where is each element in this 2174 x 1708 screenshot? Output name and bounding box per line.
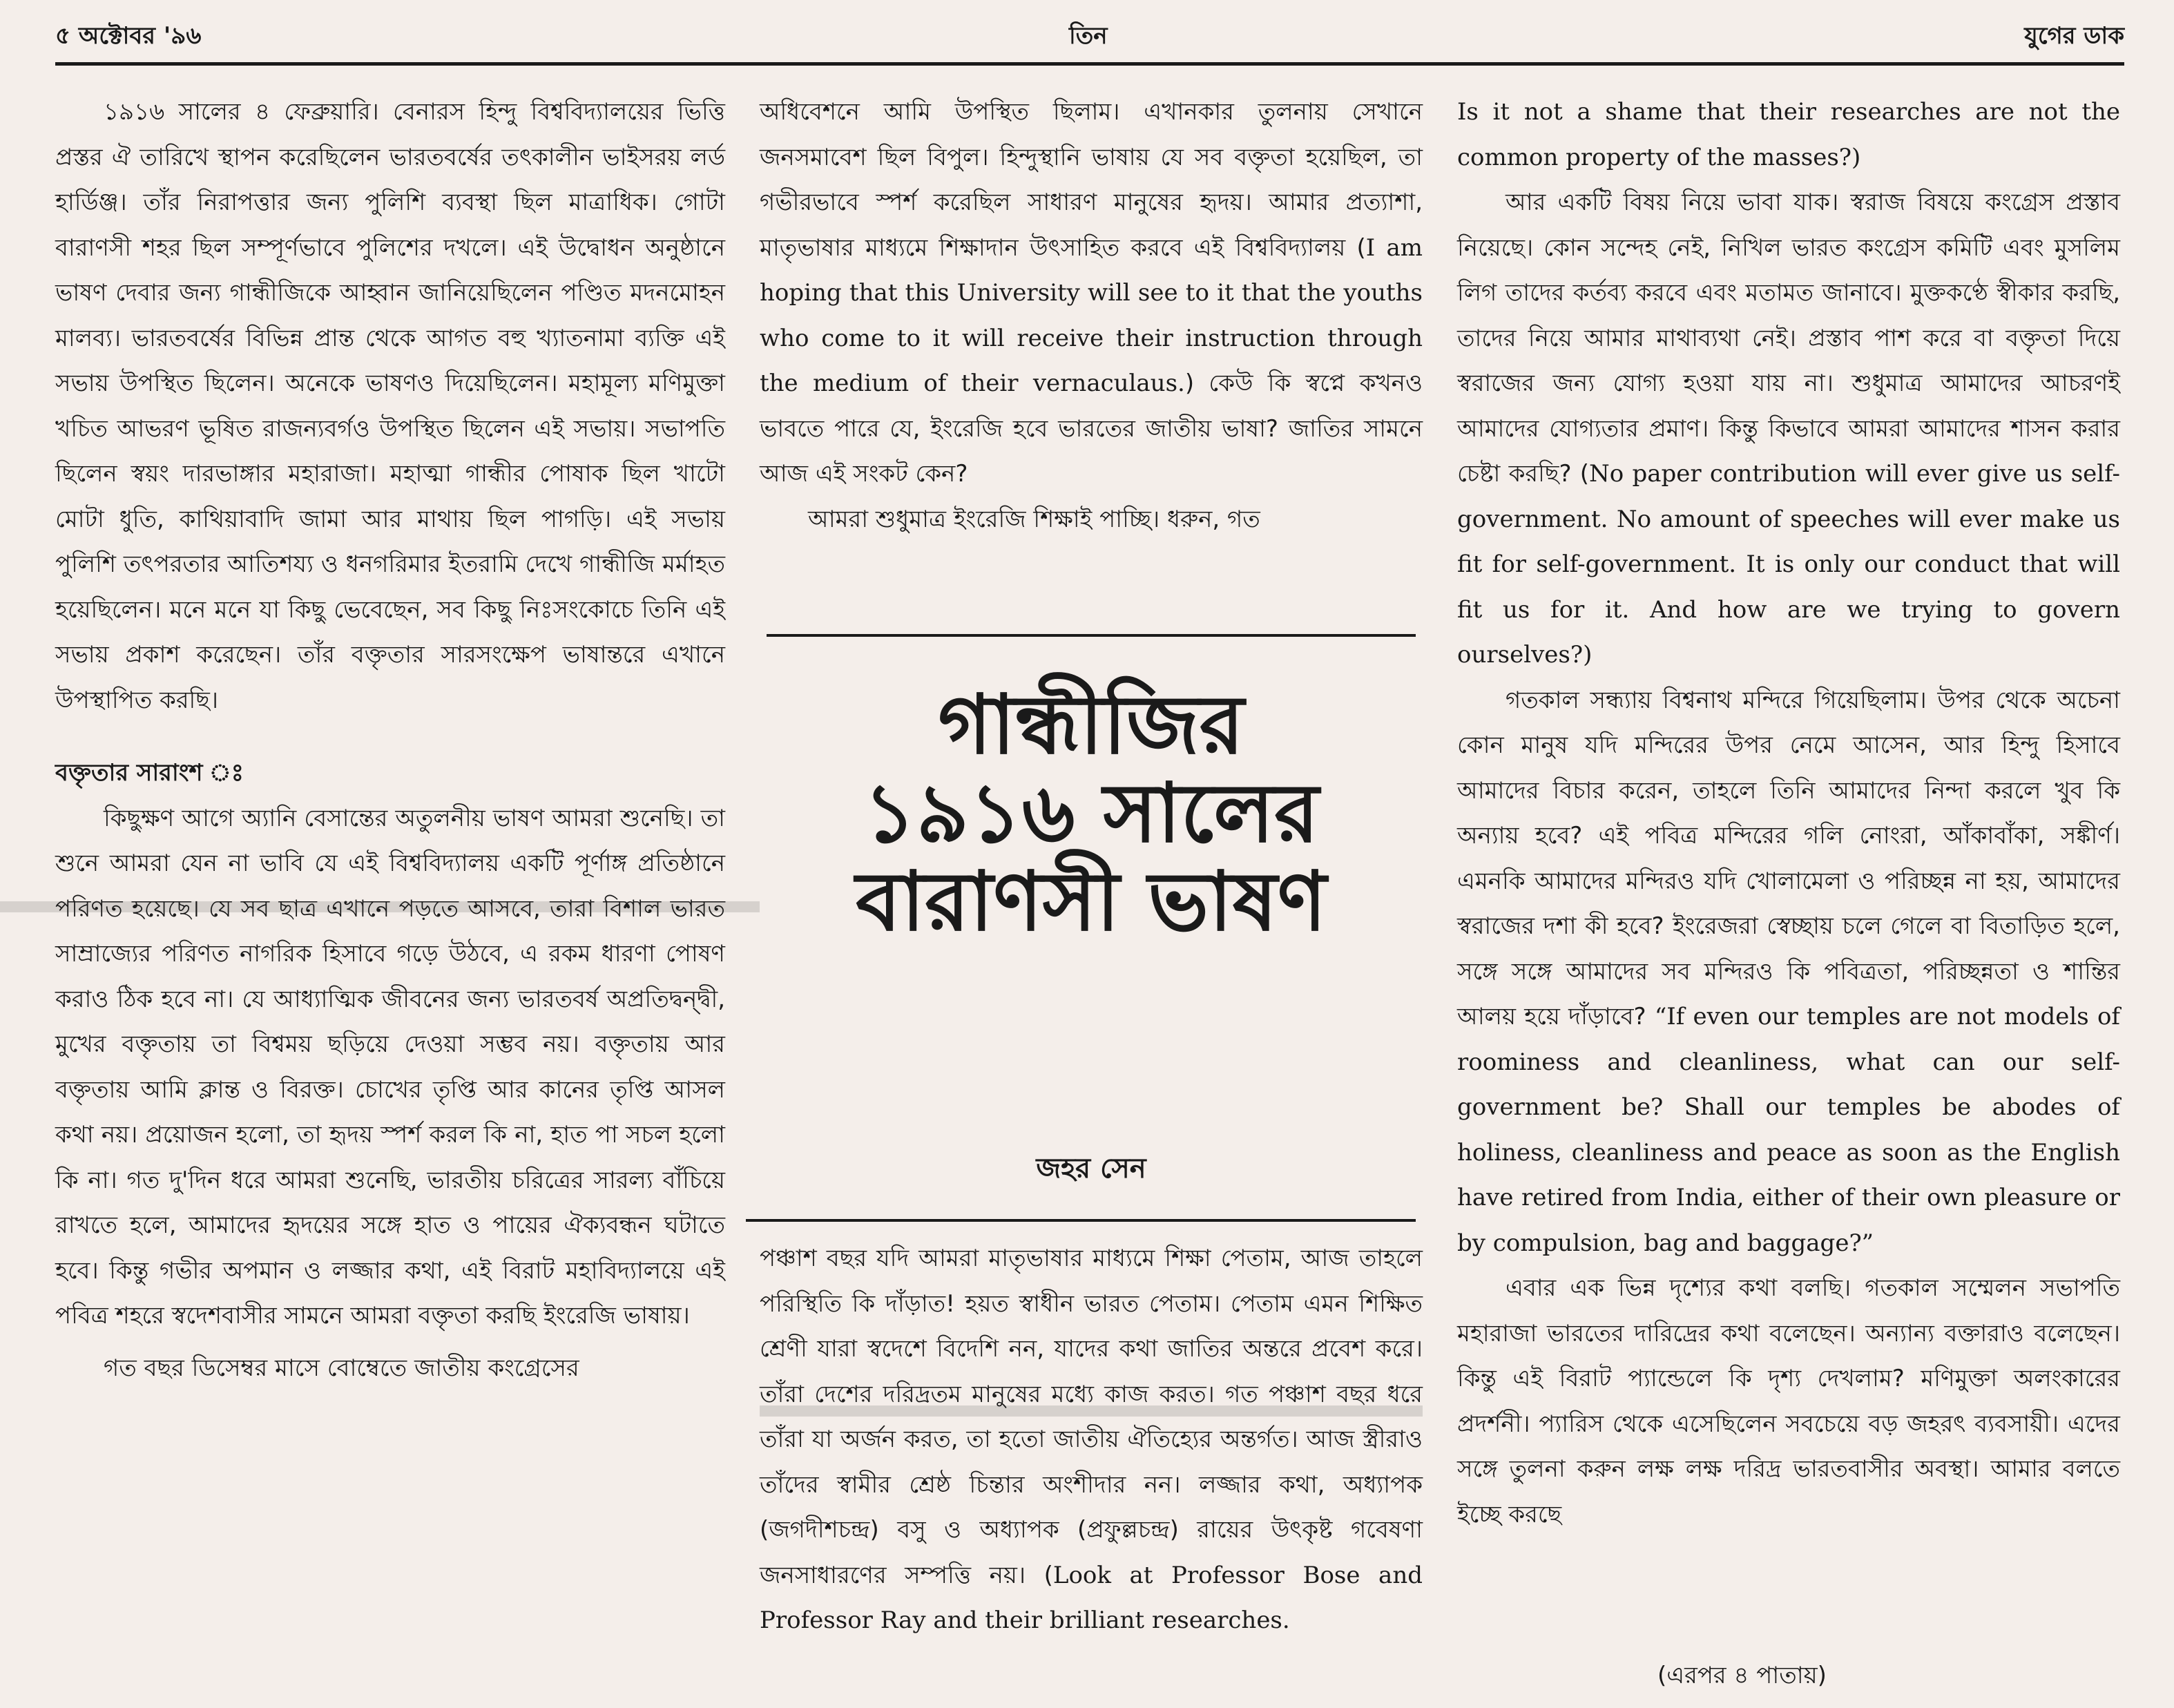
bengali-text: পঞ্চাশ বছর যদি আমরা মাতৃভাষার মাধ্যমে শিক্ষা পেতাম, আজ তাহলে পরিস্থিতি কি দাঁড়াত! হয়ত স্বাধীন ভারত পেতাম। পেতাম এমন শিক্ষিত শ্রেণী যারা স্বদেশে বিদেশি নন, যাদের কথা জাতির অন্তরে প্রবেশ করে। তাঁরা দেশের দরিদ্রতম মানুষের মধ্যে কাজ করত। গত পঞ্চাশ বছর ধরে তাঁরা যা অর্জন করত, তা হতো জাতীয় ঐতিহ্যের অন্তর্গত। আজ স্ত্রীরাও তাঁদের স্বামীর শ্রেষ্ঠ চিন্তার অংশীদার নন। লজ্জার কথা, অধ্যাপক (জগদীশচন্দ্র) বসু ও অধ্যাপক (প্রফুল্লচন্দ্র) রায়ের উৎকৃষ্ট গবেষণা জনসাধারণের সম্পত্তি নয়। ( bbox=[760, 1245, 1423, 1589]
bengali-text: আর একটি বিষয় নিয়ে ভাবা যাক। স্বরাজ বিষয়ে কংগ্রেস প্রস্তাব নিয়েছে। কোন সন্দেহ নেই, নিখিল ভারত কংগ্রেস কমিটি এবং মুসলিম লিগ তাদের কর্তব্য করবে এবং মতামত জানাবে। মুক্তকণ্ঠে স্বীকার করছি, তাদের নিয়ে আমার মাথাব্যথা নেই। প্রস্তাব পাশ করে বা বক্তৃতা দিয়ে স্বরাজের জন্য যোগ্য হওয়া যায় না। শুধুমাত্র আমাদের আচরণই আমাদের যোগ্যতার প্রমাণ। কিন্তু কিভাবে আমরা আমাদের শাসন করার চেষ্টা করছি? ( bbox=[1457, 189, 2120, 488]
divider-rule bbox=[767, 634, 1416, 637]
continued-note: (এরপর ৪ পাতায়) bbox=[1657, 1662, 1827, 1689]
newspaper-name: যুগের ডাক bbox=[2024, 22, 2124, 50]
speech-paragraph bbox=[1457, 180, 2120, 678]
headline-line: গান্ধীজির bbox=[938, 677, 1244, 772]
speech-paragraph bbox=[760, 90, 1423, 497]
bengali-text: অধিবেশনে আমি উপস্থিত ছিলাম। এখানকার তুলনায় সেখানে জনসমাবেশ ছিল বিপুল। হিন্দুস্থানি ভাষায় যে সব বক্তৃতা হয়েছিল, তা গভীরভাবে স্পর্শ করেছিল সাধারণ মানুষের হৃদয়। আমার প্রত্যাশা, মাতৃভাষার মাধ্যমে শিক্ষাদান উৎসাহিত করবে এই বিশ্ববিদ্যালয় ( bbox=[760, 98, 1423, 262]
english-quote: “If even our temples are not models of roominess and cleanliness, what can our self-government be? Shall our temples be abodes of holiness, cleanliness and peace as soon as the English have retired from India, either of their own pleasure or by compulsion, bag and baggage?” bbox=[1457, 1003, 2121, 1257]
english-quote: No paper contribution will ever give us self-government. No amount of speeches will ever make us fit for self-government. It is only our conduct that will fit us for it. And how are we trying to govern ourselves?) bbox=[1457, 460, 2120, 669]
column-2-bottom bbox=[760, 1236, 1423, 1644]
column-1 bbox=[55, 90, 725, 1391]
english-quote: I am hoping that this University will see to it that the youths who come to it will receive their instruction through the medium of their vernaculaus. bbox=[760, 233, 1423, 397]
byline: জহর সেন bbox=[1036, 1153, 1146, 1184]
bengali-text: গতকাল সন্ধ্যায় বিশ্বনাথ মন্দিরে গিয়েছিলাম। উপর থেকে অচেনা কোন মানুষ যদি মন্দিরের উপর নেমে আসেন, আর হিন্দু হিসাবে আমাদের বিচার করেন, তাহলে তিনি আমাদের নিন্দা করলে খুব কি অন্যায় হবে? এই পবিত্র মন্দিরের গলি নোংরা, আঁকাবাঁকা, সঙ্কীর্ণ। এমনকি আমাদের মন্দিরও যদি খোলামেলা ও পরিচ্ছন্ন না হয়, আমাদের স্বরাজের দশা কী হবে? ইংরেজরা স্বেচ্ছায় চলে গেলে বা বিতাড়িত হলে, সঙ্গে সঙ্গে আমাদের সব মন্দিরও কি পবিত্রতা, পরিচ্ছন্নতা ও শান্তির আলয় হয়ে দাঁড়াবে? bbox=[1457, 686, 2120, 1030]
divider-rule bbox=[746, 1219, 1416, 1222]
speech-paragraph: এবার এক ভিন্ন দৃশ্যের কথা বলছি। গতকাল সম্মেলন সভাপতি মহারাজা ভারতের দারিদ্রের কথা বলেছেন। অন্যান্য বক্তারাও বলেছেন। কিন্তু এই বিরাট প্যান্ডেলে কি দৃশ্য দেখলাম? মণিমুক্তা অলংকারের প্রদর্শনী। প্যারিস থেকে এসেছিলেন সবচেয়ে বড় জহরৎ ব্যবসায়ী। এদের সঙ্গে তুলনা করুন লক্ষ লক্ষ দরিদ্র ভারতবাসীর অবস্থা। আমার বলতে ইচ্ছে করছে bbox=[1457, 1274, 2120, 1528]
bengali-text: ) কেউ কি স্বপ্নে কখনও ভাবতে পারে যে, ইংরেজি হবে ভারতের জাতীয় ভাষা? জাতির সামনে আজ এই সংকট কেন? bbox=[760, 370, 1423, 488]
speech-paragraph: আমরা শুধুমাত্র ইংরেজি শিক্ষাই পাচ্ছি। ধরুন, গত bbox=[808, 505, 1260, 533]
article-headline bbox=[760, 677, 1423, 949]
issue-date: ৫ অক্টোবর '৯৬ bbox=[55, 22, 202, 50]
headline-line: ১৯১৬ সালের bbox=[863, 765, 1319, 861]
speech-paragraph bbox=[1457, 678, 2120, 1267]
page-number: তিন bbox=[1069, 22, 1108, 50]
intro-paragraph: ১৯১৬ সালের ৪ ফেব্রুয়ারি। বেনারস হিন্দু বিশ্ববিদ্যালয়ের ভিত্তি প্রস্তর ঐ তারিখে স্থাপন করেছিলেন ভারতবর্ষের তৎকালীন ভাইসরয় লর্ড হার্ডিঞ্জ। তাঁর নিরাপত্তার জন্য পুলিশি ব্যবস্থা ছিল মাত্রাধিক। গোটা বারাণসী শহর ছিল সম্পূর্ণভাবে পুলিশের দখলে। এই উদ্বোধন অনুষ্ঠানে ভাষণ দেবার জন্য গান্ধীজিকে আহ্বান জানিয়েছিলেন পণ্ডিত মদনমোহন মালব্য। ভারতবর্ষের বিভিন্ন প্রান্ত থেকে আগত বহু খ্যাতনামা ব্যক্তি এই সভায় উপস্থিত ছিলেন। অনেকে ভাষণও দিয়েছিলেন। মহামূল্য মণিমুক্তা খচিত আভরণ ভূষিত রাজন্যবর্গও উপস্থিত ছিলেন এই সভায়। সভাপতি ছিলেন স্বয়ং দারভাঙ্গার মহারাজা। মহাত্মা গান্ধীর পোষাক ছিল খাটো মোটা ধুতি, কাথিয়াবাদি জামা আর মাথায় ছিল পাগড়ি। এই সভায় পুলিশি তৎপরতার আতিশয্য ও ধনগরিমার ইতরামি দেখে গান্ধীজি মর্মাহত হয়েছিলেন। মনে মনে যা কিছু ভেবেছেন, সব কিছু নিঃসংকোচে তিনি এই সভায় প্রকাশ করেছেন। তাঁর বক্তৃতার সারসংক্ষেপ ভাষান্তরে এখানে উপস্থাপিত করছি। bbox=[55, 98, 725, 714]
column-2-top bbox=[760, 90, 1423, 542]
column-3 bbox=[1457, 90, 2120, 1537]
english-quote: Is it not a shame that their researches are not the common property of the masses?) bbox=[1457, 98, 2120, 171]
speech-paragraph: কিছুক্ষণ আগে অ্যানি বেসান্তের অতুলনীয় ভাষণ আমরা শুনেছি। তা শুনে আমরা যেন না ভাবি যে এই বিশ্ববিদ্যালয় একটি পূর্ণাঙ্গ প্রতিষ্ঠানে পরিণত হয়েছে। যে সব ছাত্র এখানে পড়তে আসবে, তারা বিশাল ভারত সাম্রাজ্যের পরিণত নাগরিক হিসাবে গড়ে উঠবে, এ রকম ধারণা পোষণ করাও ঠিক হবে না। যে আধ্যাত্মিক জীবনের জন্য ভারতবর্ষ অপ্রতিদ্বন্দ্বী, মুখের বক্তৃতায় তা বিশ্বময় ছড়িয়ে দেওয়া সম্ভব নয়। বক্তৃতায় আর বক্তৃতায় আমি ক্লান্ত ও বিরক্ত। চোখের তৃপ্তি আর কানের তৃপ্তি আসল কথা নয়। প্রয়োজন হলো, তা হৃদয় স্পর্শ করল কি না, হাত পা সচল হলো কি না। গত দু'দিন ধরে আমরা শুনেছি, ভারতীয় চরিত্রের সারল্য বাঁচিয়ে রাখতে হলে, আমাদের হৃদয়ের সঙ্গে হাত ও পায়ের ঐক্যবন্ধন ঘটাতে হবে। কিন্তু গভীর অপমান ও লজ্জার কথা, এই বিরাট মহাবিদ্যালয়ে এই পবিত্র শহরে স্বদেশবাসীর সামনে আমরা বক্তৃতা করছি ইংরেজি ভাষায়। bbox=[55, 804, 725, 1330]
speech-paragraph: গত বছর ডিসেম্বর মাসে বোম্বেতে জাতীয় কংগ্রেসের bbox=[104, 1354, 579, 1382]
page-header bbox=[55, 14, 2124, 66]
section-heading: বক্তৃতার সারাংশ ঃ bbox=[55, 759, 244, 787]
speech-paragraph bbox=[760, 1236, 1423, 1644]
headline-line: বারাণসী ভাষণ bbox=[856, 854, 1327, 949]
english-quote: Look at Professor Bose and Professor Ray and their brilliant researches. bbox=[760, 1561, 1423, 1634]
